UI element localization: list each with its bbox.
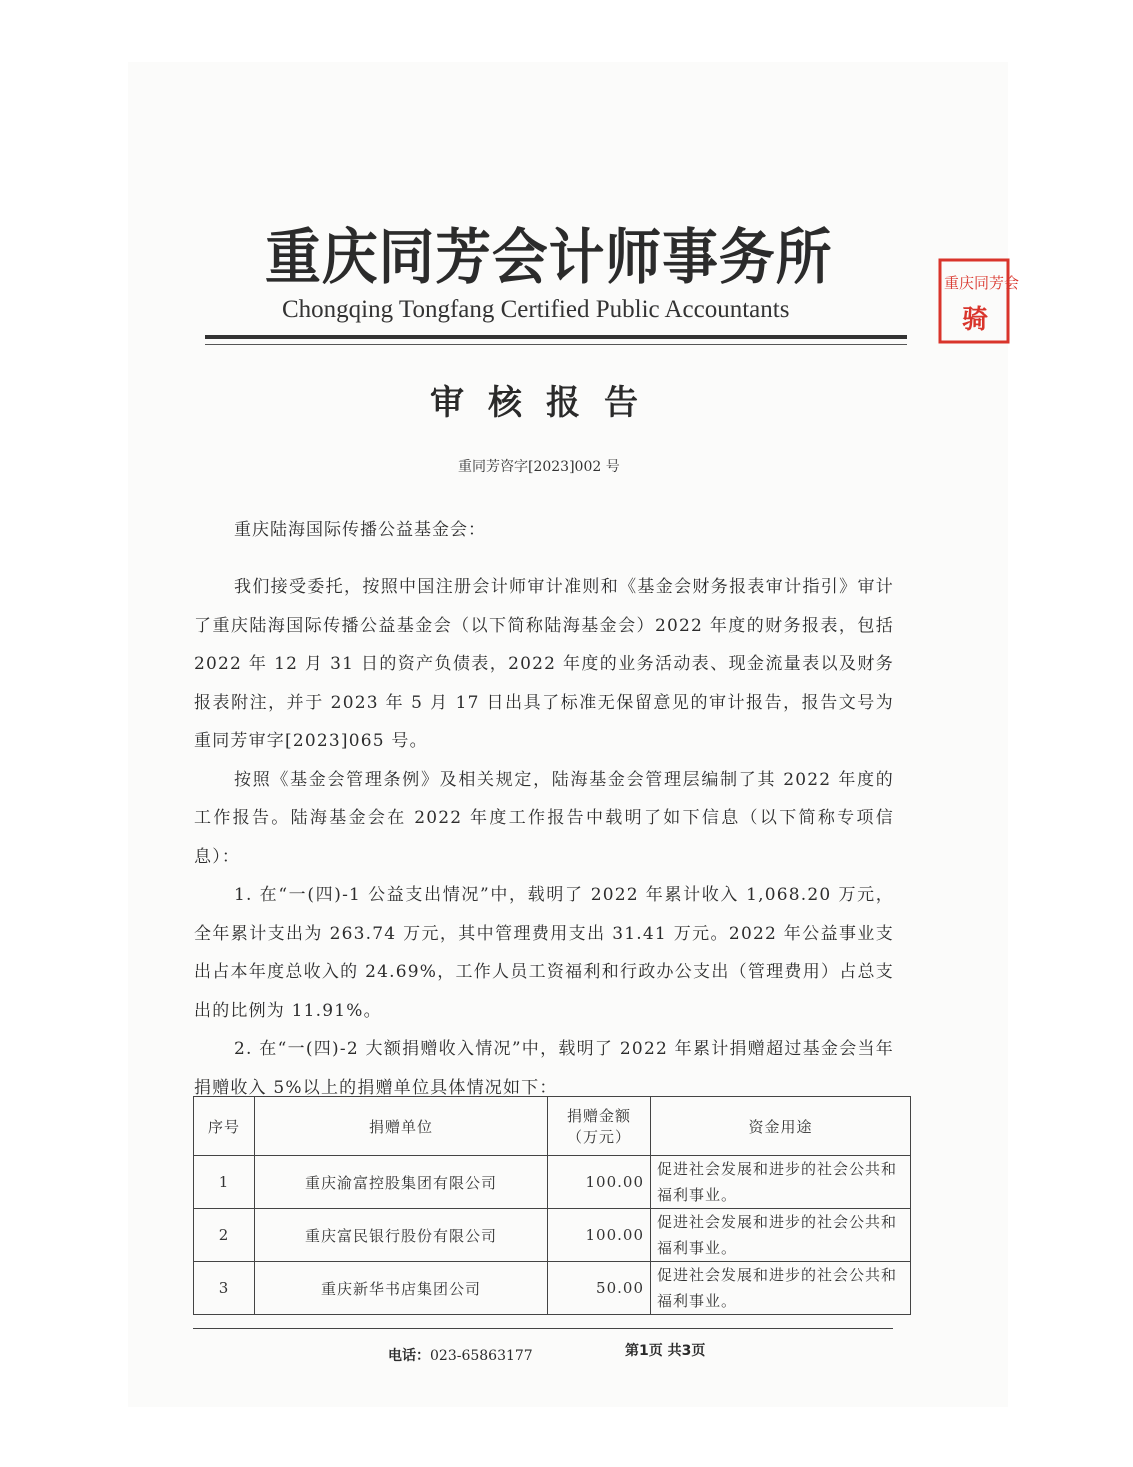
paragraph-regulation: 按照《基金会管理条例》及相关规定，陆海基金会管理层编制了其 2022 年度的工作报告。陆海基金会在 2022 年度工作报告中载明了如下信息（以下简称专项信息）：: [194, 769, 894, 867]
cell-seq: 1: [194, 1156, 255, 1209]
paragraph-donations: 2. 在“一(四)-2 大额捐赠收入情况”中，载明了 2022 年累计捐赠超过基金会当年捐赠收入 5%以上的捐赠单位具体情况如下：: [194, 1039, 894, 1098]
cell-seq: 3: [194, 1262, 255, 1315]
firm-name-chinese: 重庆同芳会计师事务所: [265, 223, 833, 293]
report-title: 审核报告: [430, 383, 662, 423]
phone-label: 电话：: [388, 1348, 430, 1364]
cell-amount: 50.00: [548, 1262, 651, 1315]
cell-unit: 重庆新华书店集团公司: [255, 1262, 548, 1315]
cell-amount: 100.00: [548, 1156, 651, 1209]
firm-name-english: Chongqing Tongfang Certified Public Accountants: [282, 296, 790, 323]
cell-amount: 100.00: [548, 1209, 651, 1262]
table-header-row: [194, 1097, 911, 1156]
seal-stamp: [938, 258, 1020, 344]
cell-use: 促进社会发展和进步的社会公共和福利事业。: [651, 1156, 911, 1209]
donor-table: [193, 1096, 911, 1315]
header-rule-thick: [205, 335, 907, 339]
seal-text-bottom: 骑: [962, 305, 989, 335]
header-unit: 捐赠单位: [255, 1097, 548, 1156]
report-body: [194, 568, 894, 1107]
table-row: [194, 1209, 911, 1262]
header-use: 资金用途: [651, 1097, 911, 1156]
addressee: 重庆陆海国际传播公益基金会：: [234, 520, 486, 540]
seal-text-top: 重庆同芳会: [944, 274, 1020, 292]
footer-rule: [193, 1328, 893, 1329]
cell-unit: 重庆渝富控股集团有限公司: [255, 1156, 548, 1209]
paragraph-engagement: 我们接受委托，按照中国注册会计师审计准则和《基金会财务报表审计指引》审计了重庆陆海国际传播公益基金会（以下简称陆海基金会）2022 年度的财务报表，包括 2022 年 12 月 31 日的资产负债表，2022 年度的业务活动表、现金流量表以及财务报表附注，并于 2023 年 5 月 17 日出具了标准无保留意见的审计报告，报告文号为重同芳审字[2023]065 号。: [194, 577, 894, 751]
table-row: [194, 1156, 911, 1209]
cell-seq: 2: [194, 1209, 255, 1262]
page-number: 第1页 共3页: [625, 1343, 706, 1359]
table-row: [194, 1262, 911, 1315]
header-rule-thin: [205, 344, 907, 345]
header-seq: 序号: [194, 1097, 255, 1156]
header-amount: 捐赠金额（万元）: [548, 1097, 651, 1156]
cell-use: 促进社会发展和进步的社会公共和福利事业。: [651, 1209, 911, 1262]
document-number: 重同芳咨字[2023]002 号: [458, 459, 620, 475]
paragraph-expenditure: 1. 在“一(四)-1 公益支出情况”中，载明了 2022 年累计收入 1,068.20 万元，全年累计支出为 263.74 万元，其中管理费用支出 31.41 万元。2022 年公益事业支出占本年度总收入的 24.69%，工作人员工资福利和行政办公支出（管理费用）占总支出的比例为 11.91%。: [194, 885, 894, 1021]
phone-number: 023-65863177: [430, 1348, 533, 1364]
cell-use: 促进社会发展和进步的社会公共和福利事业。: [651, 1262, 911, 1315]
footer-phone: [388, 1345, 533, 1365]
cell-unit: 重庆富民银行股份有限公司: [255, 1209, 548, 1262]
